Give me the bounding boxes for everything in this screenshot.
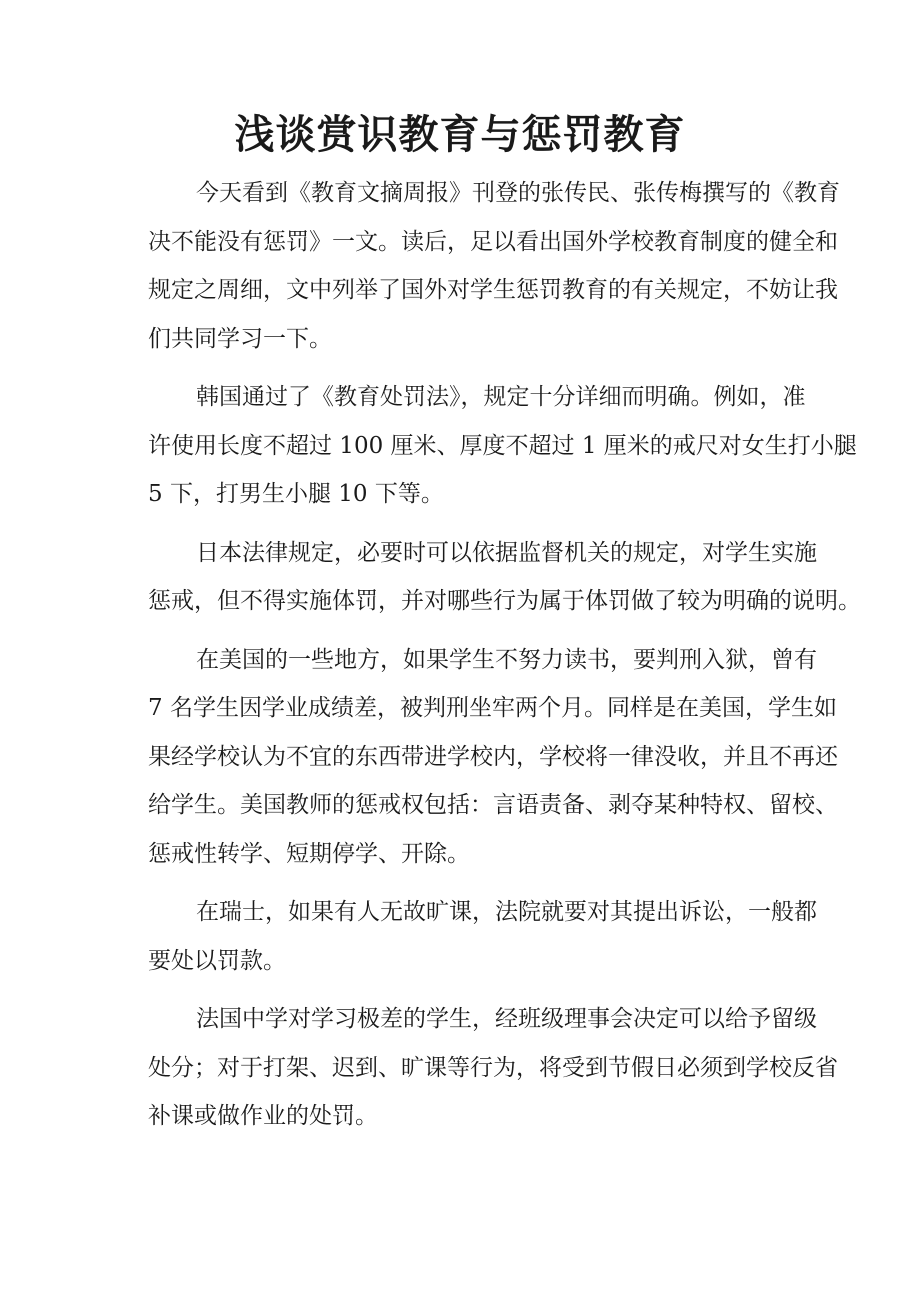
paragraph-line: 7 名学生因学业成绩差，被判刑坐牢两个月。同样是在美国，学生如 — [148, 695, 837, 721]
paragraph-line: 补课或做作业的处罚。 — [148, 1103, 378, 1129]
paragraph — [148, 169, 840, 363]
paragraph — [148, 636, 838, 879]
paragraph-line: 规定之周细，文中列举了国外对学生惩罚教育的有关规定，不妨让我 — [148, 277, 838, 303]
paragraph-line: 决不能没有惩罚》一文。读后，足以看出国外学校教育制度的健全和 — [148, 228, 838, 255]
paragraph-line: 法国中学对学习极差的学生，经班级理事会决定可以给予留级 — [196, 1006, 817, 1032]
paragraph — [148, 888, 817, 985]
paragraph-line: 要处以罚款。 — [148, 947, 286, 974]
document-body — [148, 169, 861, 1151]
paragraph-line: 许使用长度不超过 100 厘米、厚度不超过 1 厘米的戒尺对女生打小腿 — [148, 432, 857, 459]
paragraph-line: 惩戒性转学、短期停学、开除。 — [148, 840, 470, 867]
document-title: 浅谈赏识教育与惩罚教育 — [234, 111, 686, 158]
paragraph-line: 在瑞士，如果有人无故旷课，法院就要对其提出诉讼，一般都 — [196, 899, 817, 925]
paragraph — [148, 529, 861, 626]
paragraph-line: 处分；对于打架、迟到、旷课等行为，将受到节假日必须到学校反省 — [148, 1054, 838, 1081]
paragraph-line: 给学生。美国教师的惩戒权包括：言语责备、剥夺某种特权、留校、 — [148, 792, 838, 818]
paragraph — [148, 995, 838, 1141]
paragraph-line: 韩国通过了《教育处罚法》，规定十分详细而明确。例如，准 — [196, 384, 806, 410]
paragraph-line: 果经学校认为不宜的东西带进学校内，学校将一律没收，并且不再还 — [148, 743, 838, 770]
paragraph-line: 惩戒，但不得实施体罚，并对哪些行为属于体罚做了较为明确的说明。 — [148, 588, 861, 614]
paragraph-line: 在美国的一些地方，如果学生不努力读书，要判刑入狱，曾有 — [196, 646, 817, 673]
paragraph-line: 日本法律规定，必要时可以依据监督机关的规定，对学生实施 — [196, 539, 817, 566]
paragraph-line: 们共同学习一下。 — [148, 325, 332, 352]
paragraph-line: 5 下，打男生小腿 10 下等。 — [148, 481, 444, 507]
paragraph-line: 今天看到《教育文摘周报》刊登的张传民、张传梅撰写的《教育 — [196, 180, 840, 206]
paragraph — [148, 373, 857, 519]
